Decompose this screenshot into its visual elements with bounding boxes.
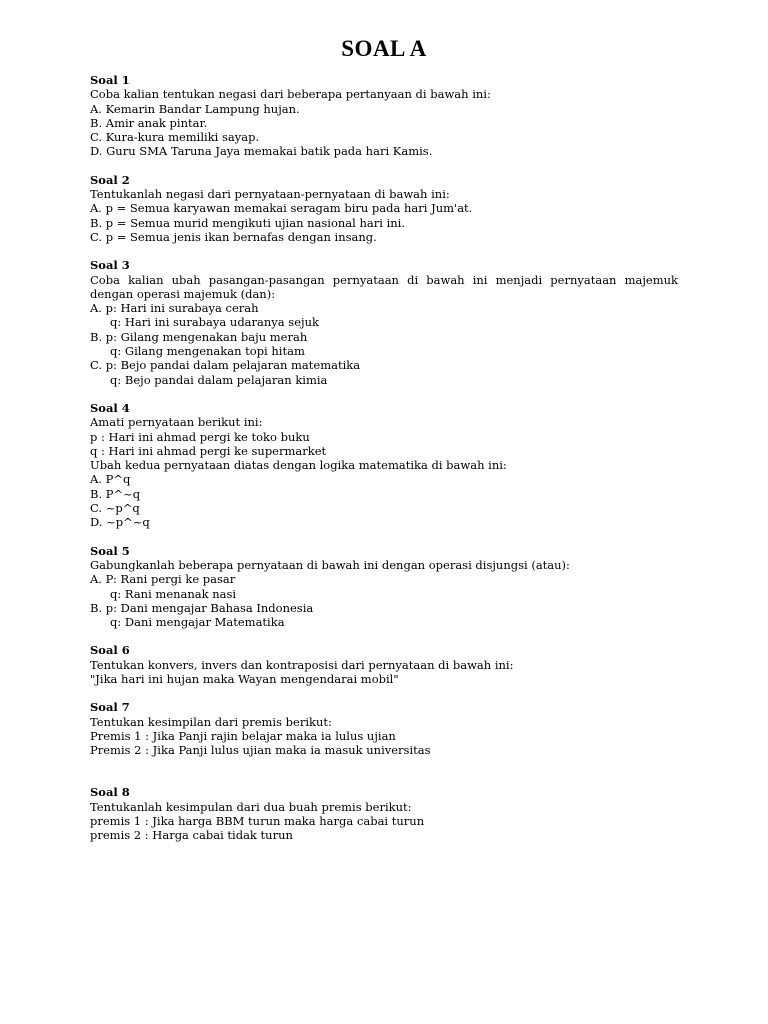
question-subitem: q: Rani menanak nasi [110,586,237,601]
question-text: Tentukanlah kesimpulan dari dua buah premis berikut: [90,799,412,814]
question-heading: Soal 8 [90,785,130,800]
question-text: Ubah kedua pernyataan diatas dengan logika matematika di bawah ini: [90,458,507,473]
question-section-6 [90,643,678,686]
statement-p: p : Hari ini ahmad pergi ke toko buku [90,429,310,444]
page-title: SOAL A [341,36,427,61]
question-item: A. Kemarin Bandar Lampung hujan. [90,101,300,116]
premise-item: premis 1 : Jika harga BBM turun maka harga cabai turun [90,814,425,829]
question-subitem: q: Bejo pandai dalam pelajaran kimia [110,372,328,387]
question-item: A. P: Rani pergi ke pasar [90,572,236,587]
question-section-3 [90,258,678,387]
question-heading: Soal 6 [90,643,130,658]
question-text: Tentukanlah negasi dari pernyataan-pernyataan di bawah ini: [90,187,450,202]
question-item: A. P^q [90,472,131,487]
question-section-1 [90,73,678,159]
question-item: B. Amir anak pintar. [90,115,208,130]
question-heading: Soal 7 [90,700,130,715]
premise-item: Premis 2 : Jika Panji lulus ujian maka ia masuk universitas [90,743,431,758]
question-item: B. P^~q [90,486,141,501]
question-heading: Soal 2 [90,172,130,187]
question-item: B. p: Dani mengajar Bahasa Indonesia [90,600,314,615]
question-section-8 [90,785,678,842]
question-section-4 [90,401,678,530]
question-item: C. Kura-kura memiliki sayap. [90,130,260,145]
question-item: C. p = Semua jenis ikan bernafas dengan insang. [90,229,377,244]
premise-item: Premis 1 : Jika Panji rajin belajar maka ia lulus ujian [90,728,396,743]
question-text: Tentukan konvers, invers dan kontraposisi dari pernyataan di bawah ini: [90,657,514,672]
quoted-statement: "Jika hari ini hujan maka Wayan mengendarai mobil" [90,671,399,686]
question-heading: Soal 3 [90,258,130,273]
question-section-7 [90,700,678,757]
question-item: C. p: Bejo pandai dalam pelajaran matematika [90,358,361,373]
premise-item: premis 2 : Harga cabai tidak turun [90,828,293,843]
question-subitem: q: Gilang mengenakan topi hitam [110,344,305,359]
question-heading: Soal 5 [90,543,130,558]
question-section-2 [90,173,678,244]
question-item: D. ~p^~q [90,515,150,530]
question-subitem: q: Hari ini surabaya udaranya sejuk [110,315,319,330]
question-item: C. ~p^q [90,501,140,516]
question-text: Coba kalian tentukan negasi dari beberapa pertanyaan di bawah ini: [90,87,491,102]
question-text: Amati pernyataan berikut ini: [90,415,263,430]
question-item: D. Guru SMA Taruna Jaya memakai batik pada hari Kamis. [90,144,433,159]
question-heading: Soal 1 [90,73,130,87]
question-item: A. p = Semua karyawan memakai seragam biru pada hari Jum'at. [90,201,473,216]
question-section-5 [90,544,678,630]
question-item: B. p: Gilang mengenakan baju merah [90,329,308,344]
question-heading: Soal 4 [90,400,130,415]
question-item: B. p = Semua murid mengikuti ujian nasional hari ini. [90,215,406,230]
question-text: Gabungkanlah beberapa pernyataan di bawah ini dengan operasi disjungsi (atau): [90,557,570,572]
question-text: Coba kalian ubah pasangan-pasangan pernyataan di bawah ini menjadi pernyataan majemuk dengan operasi majemuk (dan): [90,272,678,301]
statement-q: q : Hari ini ahmad pergi ke supermarket [90,443,327,458]
question-text: Tentukan kesimpilan dari premis berikut: [90,714,332,729]
question-subitem: q: Dani mengajar Matematika [110,615,285,630]
question-item: A. p: Hari ini surabaya cerah [90,301,259,316]
